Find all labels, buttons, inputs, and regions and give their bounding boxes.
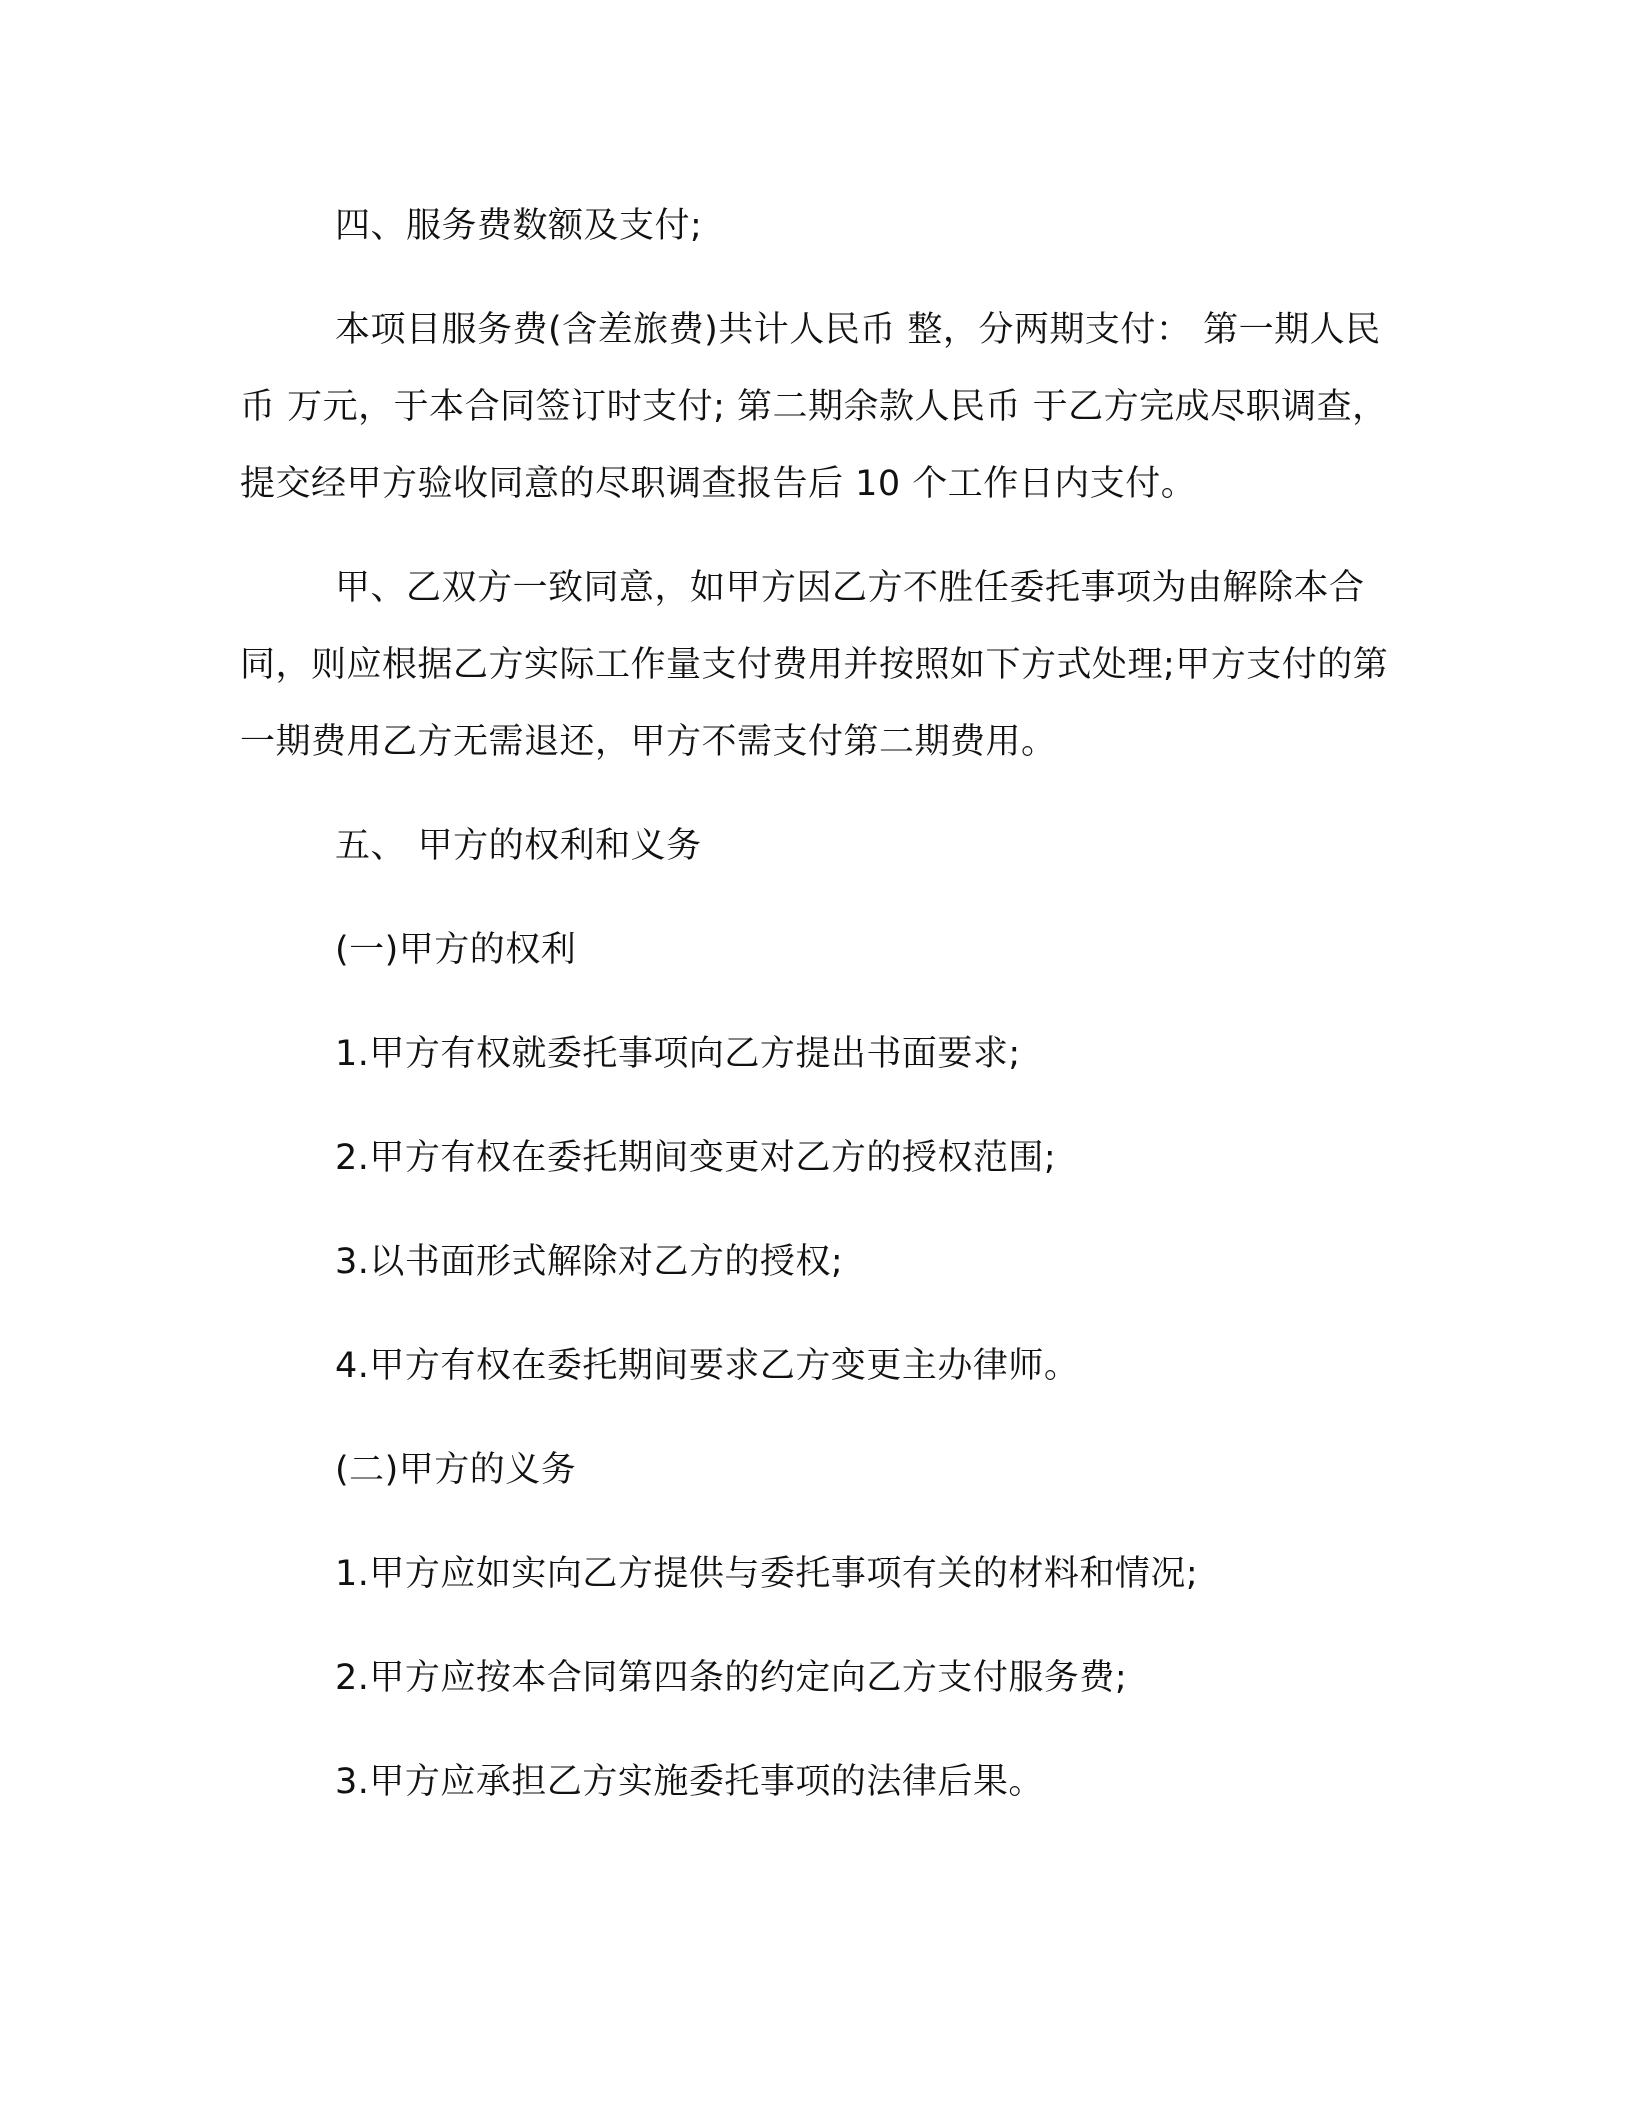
section4-paragraph-termination: 甲、乙双方一致同意，如甲方因乙方不胜任委托事项为由解除本合同，则应根据乙方实际工作量支付费用并按照如下方式处理;甲方支付的第一期费用乙方无需退还，甲方不需支付第二期费用。 bbox=[240, 568, 1389, 762]
document-body bbox=[240, 188, 1390, 1821]
rights-item: 1.甲方有权就委托事项向乙方提出书面要求; bbox=[335, 1034, 1021, 1074]
rights-item: 3.以书面形式解除对乙方的授权; bbox=[335, 1242, 844, 1282]
duties-heading: (二)甲方的义务 bbox=[335, 1450, 577, 1490]
duties-item: 3.甲方应承担乙方实施委托事项的法律后果。 bbox=[335, 1762, 1044, 1802]
duties-item: 2.甲方应按本合同第四条的约定向乙方支付服务费; bbox=[335, 1658, 1128, 1698]
rights-heading: (一)甲方的权利 bbox=[335, 930, 577, 970]
rights-item: 4.甲方有权在委托期间要求乙方变更主办律师。 bbox=[335, 1346, 1080, 1386]
section4-paragraph-fee: 本项目服务费(含差旅费)共计人民币 整，分两期支付： 第一期人民币 万元，于本合同签订时支付; 第二期余款人民币 于乙方完成尽职调查，提交经甲方验收同意的尽职调查报告后 10 个工作日内支付。 bbox=[240, 310, 1388, 504]
section5-heading: 五、 甲方的权利和义务 bbox=[335, 826, 702, 866]
rights-item: 2.甲方有权在委托期间变更对乙方的授权范围; bbox=[335, 1138, 1057, 1178]
section4-heading: 四、服务费数额及支付; bbox=[335, 206, 703, 246]
duties-item: 1.甲方应如实向乙方提供与委托事项有关的材料和情况; bbox=[335, 1554, 1199, 1594]
